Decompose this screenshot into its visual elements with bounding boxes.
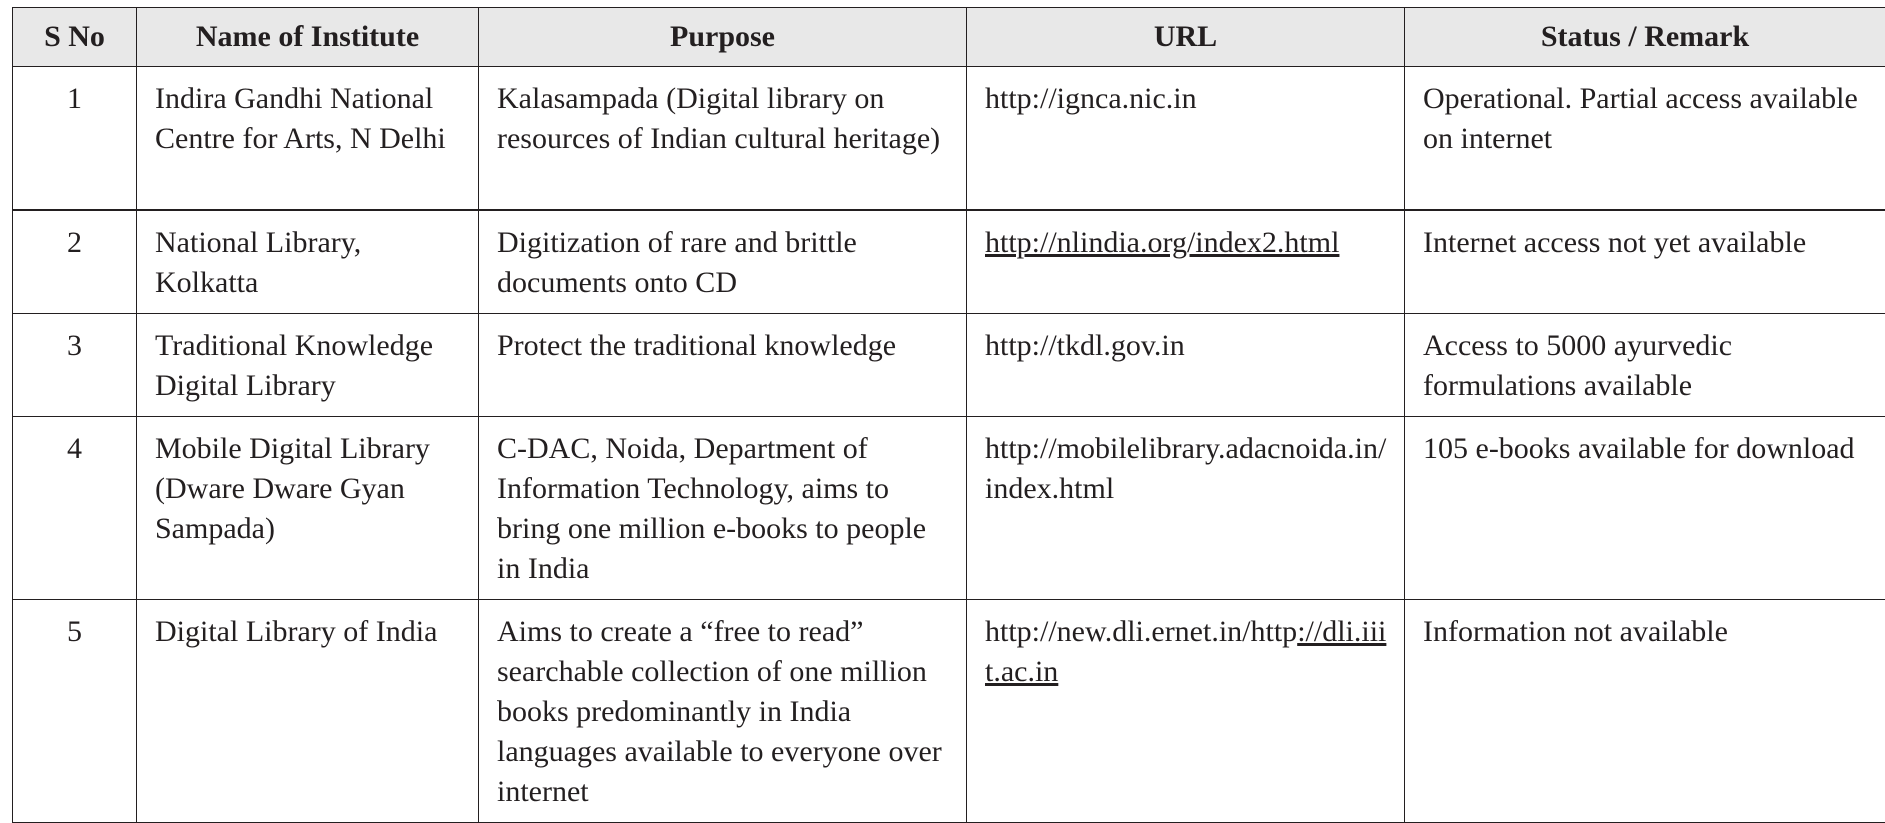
- cell-url: [967, 417, 1405, 600]
- cell-purpose: Aims to create a “free to read” searchable collection of one million books predominantly in India languages available to everyone over internet: [479, 600, 967, 823]
- url-link[interactable]: http://nlindia.org/index2.html: [985, 226, 1339, 259]
- institutes-table: [12, 7, 1885, 823]
- cell-name: National Library, Kolkatta: [137, 210, 479, 314]
- cell-status: Internet access not yet available: [1405, 210, 1885, 314]
- cell-sno: 1: [13, 67, 137, 211]
- header-purpose: Purpose: [479, 8, 967, 67]
- header-sno: S No: [13, 8, 137, 67]
- cell-name: Digital Library of India: [137, 600, 479, 823]
- url-text: http://ignca.nic.in: [985, 82, 1197, 115]
- cell-url: [967, 600, 1405, 823]
- cell-status: Access to 5000 ayurvedic formulations available: [1405, 314, 1885, 417]
- header-url: URL: [967, 8, 1405, 67]
- url-text: http://new.dli.ernet.in/http: [985, 615, 1297, 648]
- header-status: Status / Remark: [1405, 8, 1885, 67]
- cell-name: Mobile Digital Library (Dware Dware Gyan Sampada): [137, 417, 479, 600]
- cell-purpose: C-DAC, Noida, Department of Information Technology, aims to bring one million e-books to people in India: [479, 417, 967, 600]
- cell-url: [967, 210, 1405, 314]
- cell-sno: 5: [13, 600, 137, 823]
- table-row: [13, 314, 1885, 417]
- table-row: [13, 67, 1885, 211]
- cell-url: [967, 67, 1405, 211]
- cell-purpose: Kalasampada (Digital library on resources of Indian cultural heritage): [479, 67, 967, 211]
- url-text: http://mobilelibrary.adacnoida.in/index.html: [985, 432, 1386, 505]
- header-name: Name of Institute: [137, 8, 479, 67]
- cell-purpose: Protect the traditional knowledge: [479, 314, 967, 417]
- cell-url: [967, 314, 1405, 417]
- cell-status: 105 e-books available for download: [1405, 417, 1885, 600]
- url-text: http://tkdl.gov.in: [985, 329, 1185, 362]
- cell-status: Information not available: [1405, 600, 1885, 823]
- cell-sno: 3: [13, 314, 137, 417]
- table-row: [13, 210, 1885, 314]
- table-header-row: [13, 8, 1885, 67]
- table-row: [13, 417, 1885, 600]
- cell-sno: 4: [13, 417, 137, 600]
- cell-purpose: Digitization of rare and brittle documents onto CD: [479, 210, 967, 314]
- url-link[interactable]: ://dli.iiit.ac.in: [985, 615, 1386, 688]
- cell-sno: 2: [13, 210, 137, 314]
- cell-name: Indira Gandhi National Centre for Arts, N Delhi: [137, 67, 479, 211]
- table-row: [13, 600, 1885, 823]
- cell-name: Traditional Knowledge Digital Library: [137, 314, 479, 417]
- cell-status: Operational. Partial access available on internet: [1405, 67, 1885, 211]
